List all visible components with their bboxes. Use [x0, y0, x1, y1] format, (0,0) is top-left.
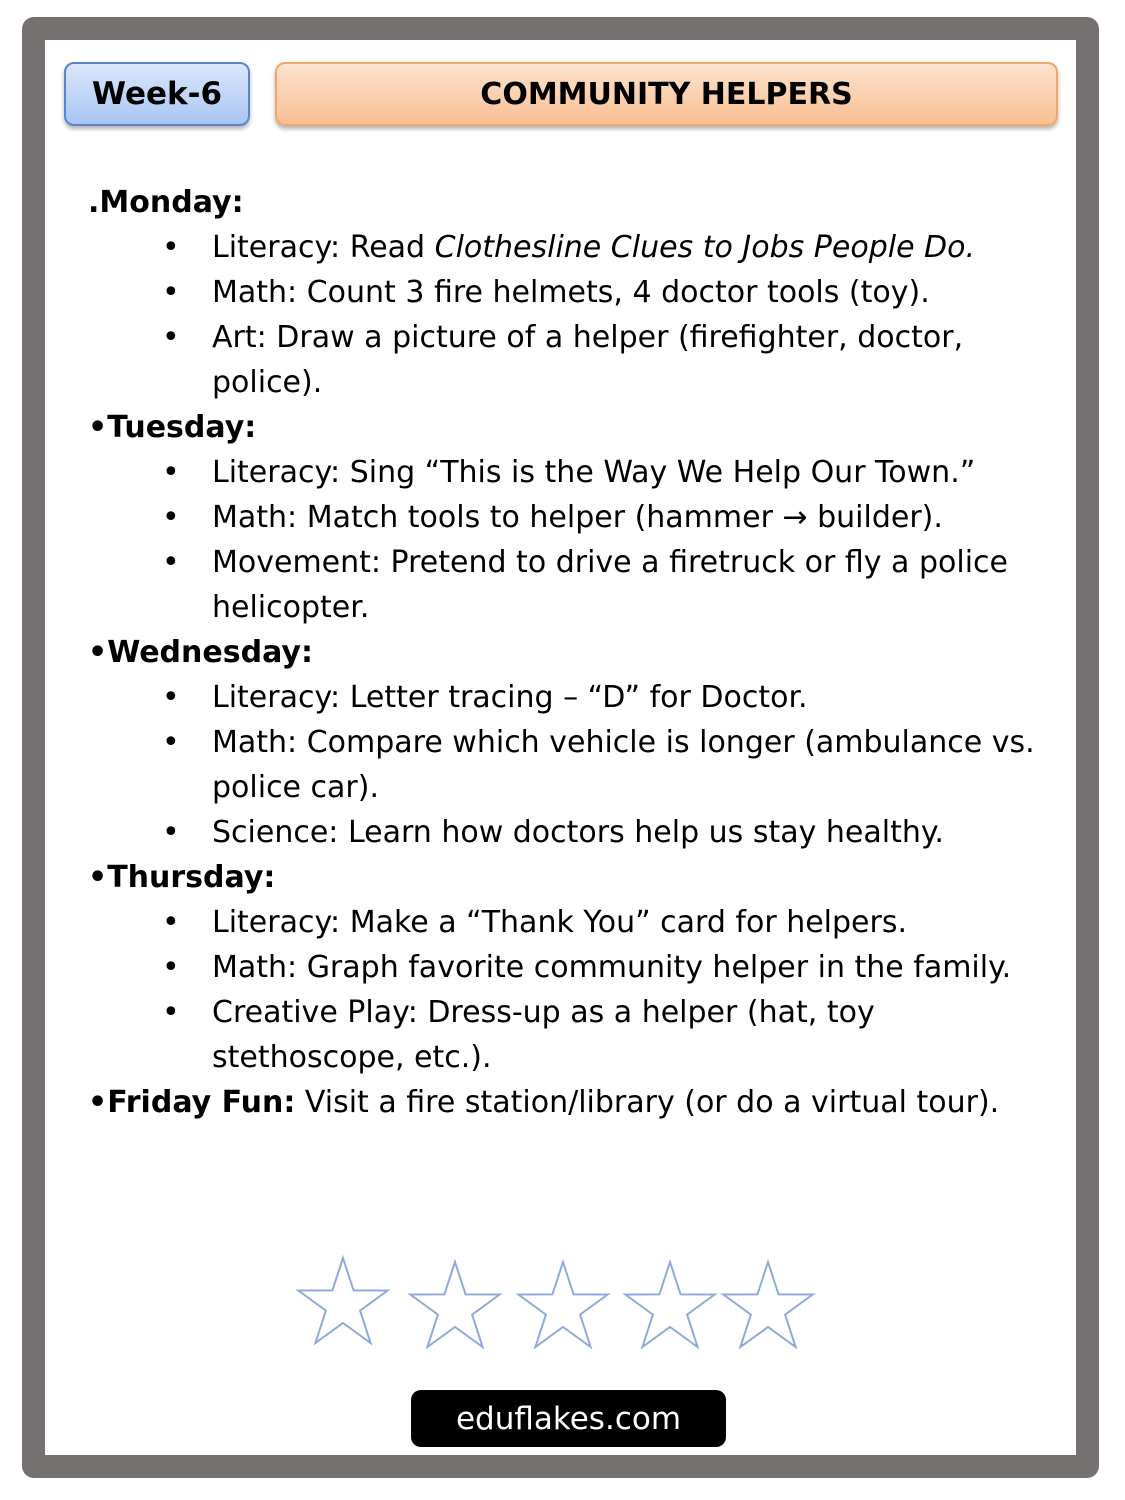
bullet-icon: • — [162, 815, 180, 850]
bullet-icon: • — [162, 995, 180, 1030]
star-outline-icon[interactable] — [295, 1255, 391, 1351]
day-heading-tuesday — [88, 405, 1058, 450]
week-label: Week-6 — [91, 76, 223, 112]
list-item — [162, 990, 1058, 1080]
activity-text: Science: Learn how doctors help us stay healthy. — [212, 815, 944, 850]
day-heading-monday — [88, 180, 1058, 225]
star-outline-icon[interactable] — [720, 1259, 816, 1355]
list-item — [162, 270, 1058, 315]
bullet-icon: • — [162, 905, 180, 940]
star-outline-icon[interactable] — [407, 1259, 503, 1355]
list-item — [162, 900, 1058, 945]
list-item — [162, 810, 1058, 855]
star-outline-icon[interactable] — [515, 1259, 611, 1355]
activity-text: Literacy: Sing “This is the Way We Help Our Town.” — [212, 455, 976, 490]
day-label: Thursday: — [107, 860, 276, 895]
day-label: Wednesday: — [107, 635, 313, 670]
activity-text: Creative Play: Dress-up as a helper (hat, toy stethoscope, etc.). — [212, 995, 875, 1075]
list-item — [162, 945, 1058, 990]
wednesday-activities — [88, 675, 1058, 855]
tuesday-activities — [88, 450, 1058, 630]
thursday-activities — [88, 900, 1058, 1080]
book-title: Clothesline Clues to Jobs People Do. — [434, 230, 976, 265]
bullet-icon: • — [162, 275, 180, 310]
activity-text: Math: Compare which vehicle is longer (ambulance vs. police car). — [212, 725, 1035, 805]
activity-text: Art: Draw a picture of a helper (firefighter, doctor, police). — [212, 320, 964, 400]
list-item — [162, 315, 1058, 405]
activity-text: Math: Graph favorite community helper in the family. — [212, 950, 1012, 985]
bullet-icon: • — [162, 950, 180, 985]
day-label: Friday Fun: — [107, 1085, 296, 1120]
activity-text: Literacy: Make a “Thank You” card for helpers. — [212, 905, 908, 940]
bullet-icon: • — [162, 680, 180, 715]
activity-text: Math: Match tools to helper (hammer → builder). — [212, 500, 943, 535]
list-item — [162, 540, 1058, 630]
list-item — [162, 675, 1058, 720]
list-item — [162, 720, 1058, 810]
bullet-icon: • — [162, 320, 180, 355]
day-heading-friday — [88, 1080, 1058, 1125]
title-text: COMMUNITY HELPERS — [480, 76, 853, 112]
page-title — [275, 62, 1058, 126]
day-marker: . — [88, 185, 100, 220]
bullet-icon: • — [162, 545, 180, 580]
day-label: Tuesday: — [107, 410, 257, 445]
star-outline-icon[interactable] — [622, 1259, 718, 1355]
list-item — [162, 450, 1058, 495]
list-item — [162, 495, 1058, 540]
bullet-icon: • — [162, 725, 180, 760]
day-marker: • — [88, 635, 108, 670]
activity-text: Literacy: Letter tracing – “D” for Doctor. — [212, 680, 808, 715]
weekly-plan — [88, 180, 1058, 1125]
day-heading-wednesday — [88, 630, 1058, 675]
activity-text: Literacy: Read — [212, 230, 435, 265]
day-heading-thursday — [88, 855, 1058, 900]
activity-text: Math: Count 3 fire helmets, 4 doctor tools (toy). — [212, 275, 930, 310]
bullet-icon: • — [162, 455, 180, 490]
bullet-icon: • — [162, 230, 180, 265]
star-shape — [410, 1262, 499, 1347]
monday-activities — [88, 225, 1058, 405]
week-badge — [64, 62, 250, 126]
star-shape — [723, 1262, 812, 1347]
bullet-icon: • — [162, 500, 180, 535]
star-shape — [298, 1258, 387, 1343]
day-marker: • — [88, 860, 108, 895]
star-rating[interactable] — [295, 1255, 825, 1365]
day-marker: • — [88, 410, 108, 445]
footer-badge — [411, 1390, 726, 1447]
star-shape — [518, 1262, 607, 1347]
day-label: Monday: — [99, 185, 244, 220]
site-name: eduflakes.com — [455, 1400, 682, 1437]
activity-text: Movement: Pretend to drive a firetruck or fly a police helicopter. — [212, 545, 1008, 625]
friday-activity: Visit a fire station/library (or do a virtual tour). — [295, 1085, 1000, 1120]
star-shape — [625, 1262, 714, 1347]
list-item — [162, 225, 1058, 270]
day-marker: • — [88, 1085, 108, 1120]
